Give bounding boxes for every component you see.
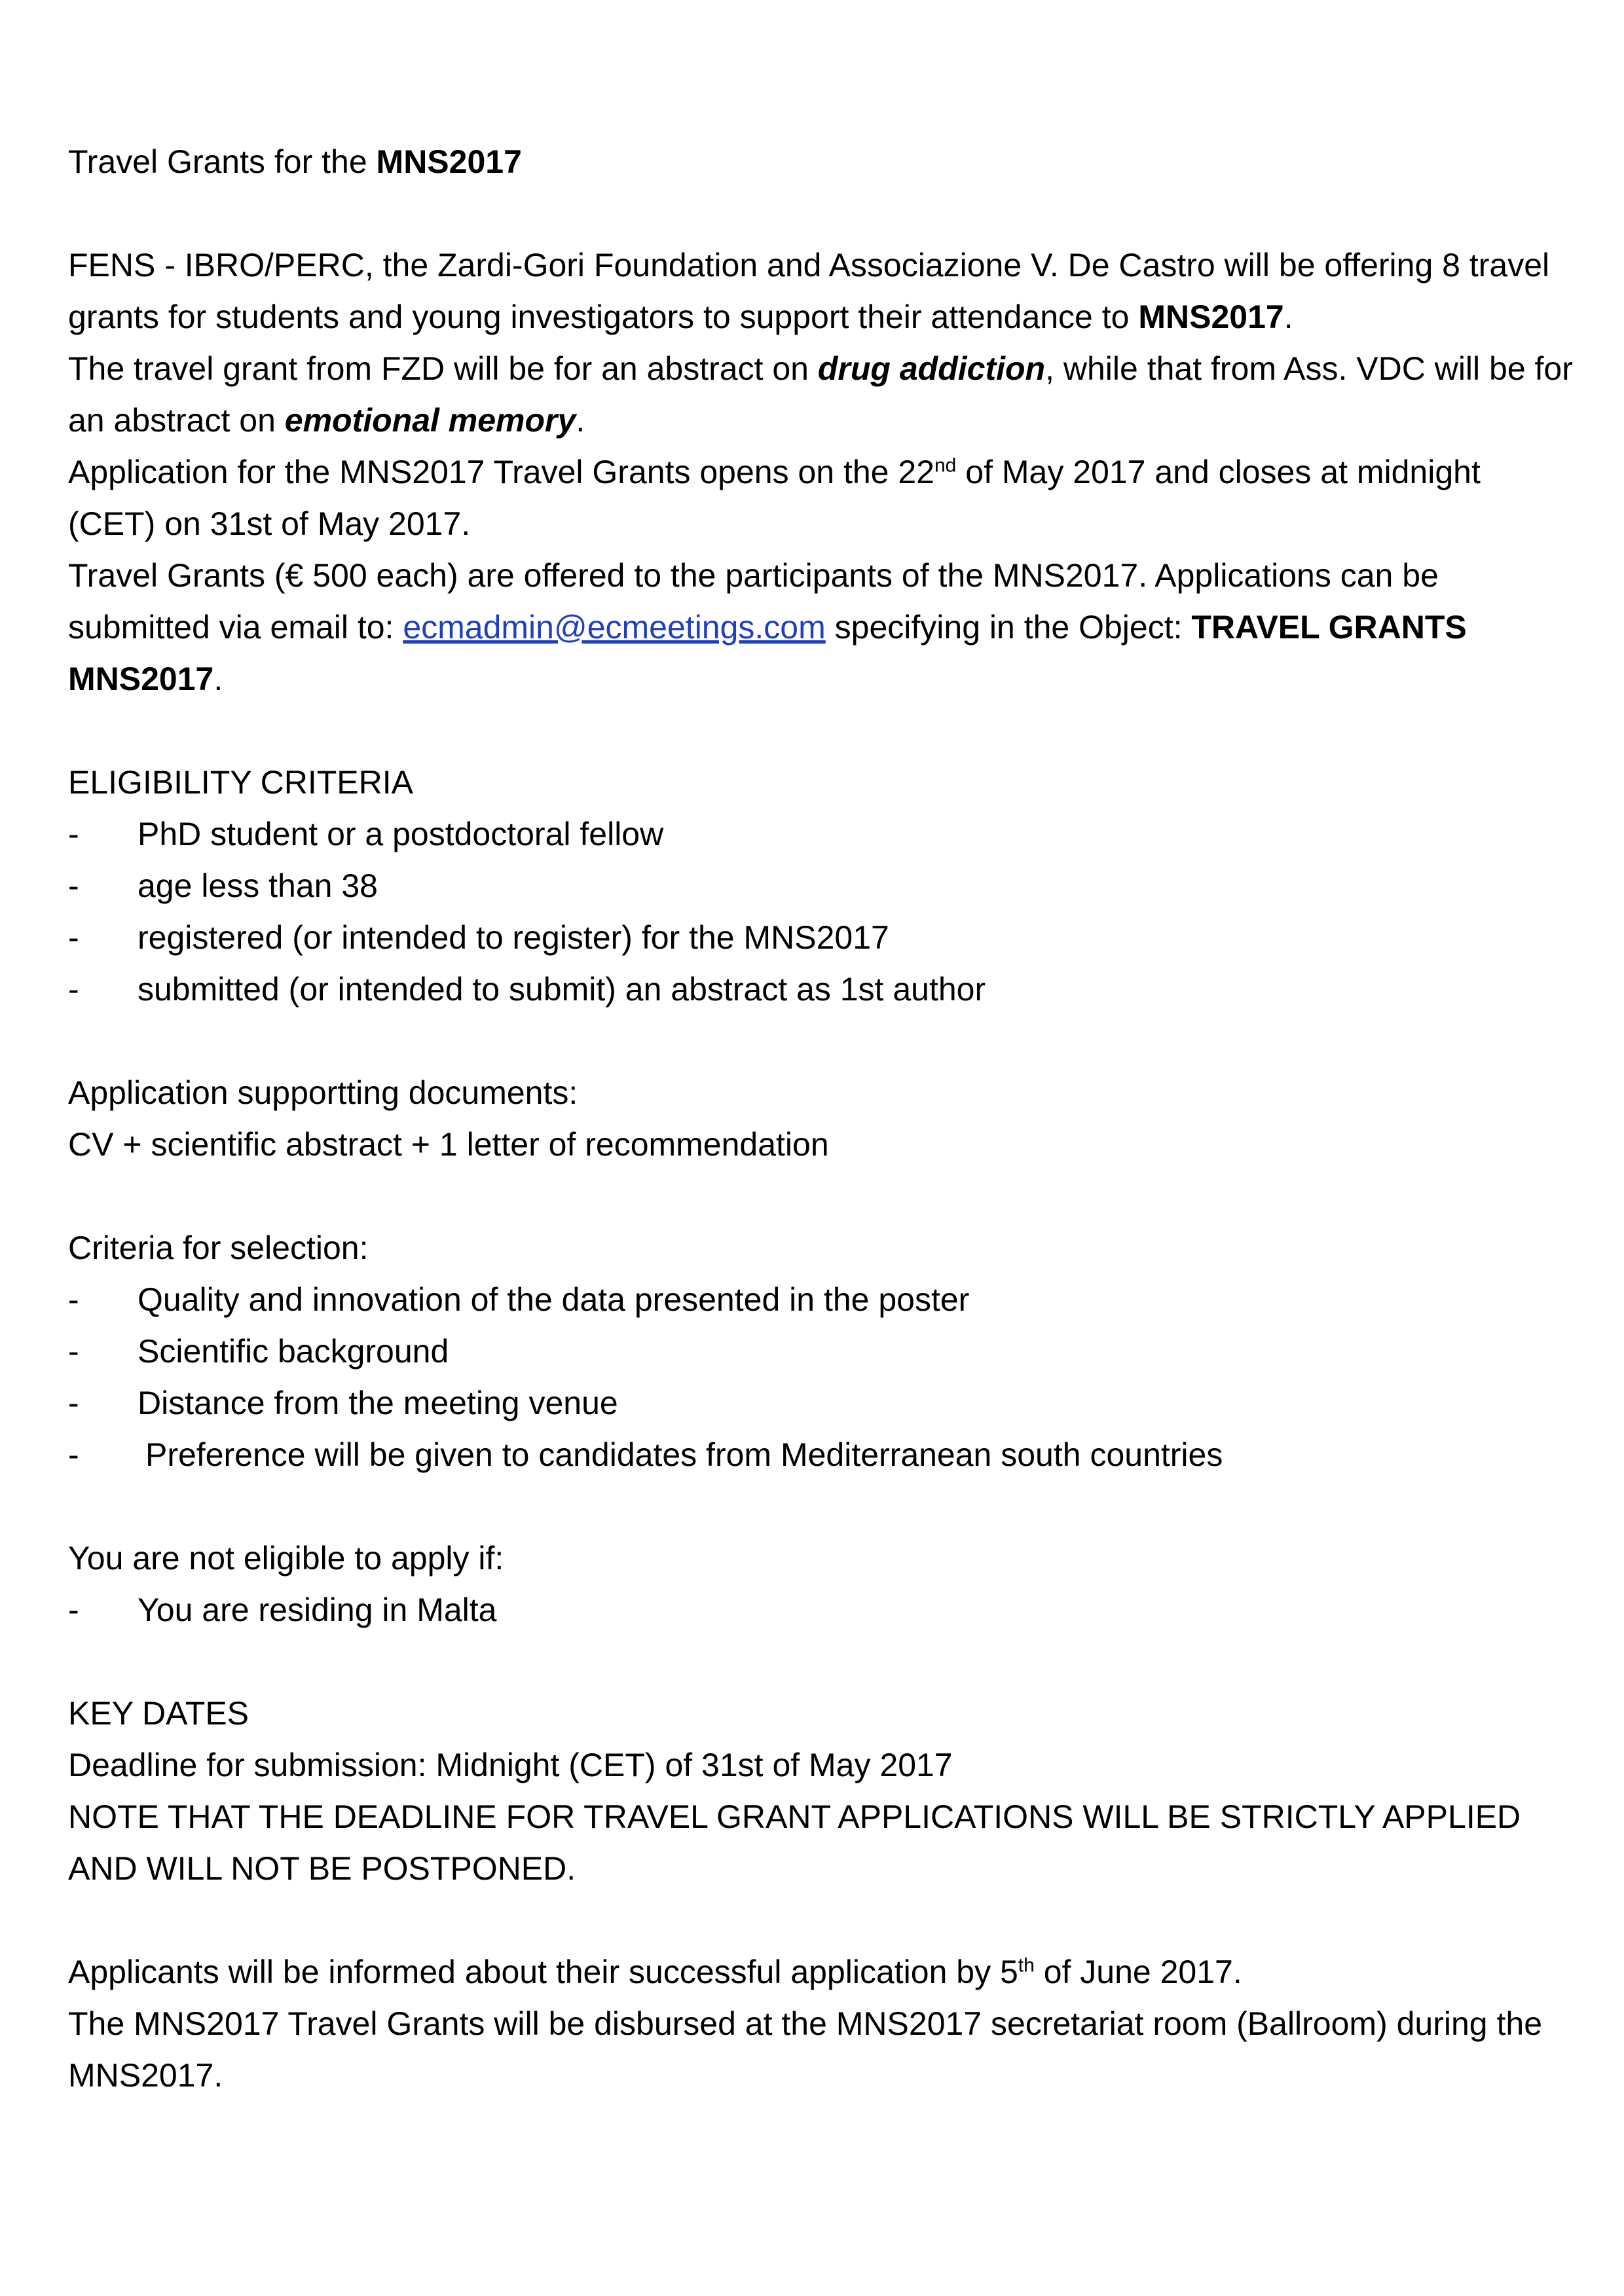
list-item: - Quality and innovation of the data presented in the poster (68, 1274, 1574, 1326)
intro-paragraph-1: FENS - IBRO/PERC, the Zardi-Gori Foundation and Associazione V. De Castro will be offering 8 travel grants for students and young investigators to support their attendance to MNS2017. (68, 247, 1550, 335)
notification-text: Applicants will be informed about their successful application by 5th of June 2017. (68, 1954, 1242, 1990)
documents-text: CV + scientific abstract + 1 letter of recommendation (68, 1126, 829, 1163)
title-event: MNS2017 (376, 143, 522, 180)
deadline-text: Deadline for submission: Midnight (CET) of 31st of May 2017 (68, 1747, 953, 1783)
list-item: - age less than 38 (68, 860, 1574, 912)
document-title: Travel Grants for the MNS2017 (68, 143, 522, 180)
list-item: - Distance from the meeting venue (68, 1377, 1574, 1429)
bullet-dash: - (68, 1592, 79, 1628)
list-item: - submitted (or intended to submit) an abstract as 1st author (68, 964, 1574, 1015)
documents-heading: Application supportting documents: (68, 1074, 578, 1111)
list-item: - registered (or intended to register) for the MNS2017 (68, 912, 1574, 964)
bullet-dash: - (68, 971, 79, 1008)
intro-paragraph-3: Application for the MNS2017 Travel Grants opens on the 22nd of May 2017 and closes at midnight (CET) on 31st of May 2017. (68, 454, 1481, 542)
bullet-dash: - (68, 867, 79, 904)
bullet-dash: - (68, 919, 79, 956)
email-object: TRAVEL GRANTS MNS2017 (68, 609, 1467, 697)
document-page (68, 136, 1574, 2102)
bullet-dash: - (68, 1385, 79, 1421)
list-item: - Preference will be given to candidates from Mediterranean south countries (68, 1429, 1574, 1481)
email-link[interactable]: ecmadmin@ecmeetings.com (403, 609, 826, 646)
disbursement-text: The MNS2017 Travel Grants will be disbursed at the MNS2017 secretariat room (Ballroom) during the MNS2017. (68, 2005, 1543, 2094)
intro-paragraph-4: Travel Grants (€ 500 each) are offered to the participants of the MNS2017. Applications can be submitted via email to: ecmadmin@ecmeetings.com specifying in the Object: TRAVEL GRANTS MNS2017. (68, 557, 1467, 697)
topic-drug-addiction: drug addiction (817, 350, 1046, 387)
list-item: - Scientific background (68, 1326, 1574, 1377)
key-dates-heading: KEY DATES (68, 1695, 249, 1732)
selection-heading: Criteria for selection: (68, 1230, 369, 1266)
eligibility-heading: ELIGIBILITY CRITERIA (68, 764, 414, 801)
bullet-dash: - (68, 816, 79, 852)
bullet-dash: - (68, 1333, 79, 1370)
list-item: - You are residing in Malta (68, 1584, 1574, 1636)
topic-emotional-memory: emotional memory (284, 402, 576, 439)
bullet-dash: - (68, 1281, 79, 1318)
bullet-dash: - (68, 1436, 79, 1473)
list-item: - PhD student or a postdoctoral fellow (68, 809, 1574, 860)
intro-paragraph-2: The travel grant from FZD will be for an abstract on drug addiction, while that from Ass. VDC will be for an abstract on emotional memory. (68, 350, 1573, 439)
deadline-note: NOTE THAT THE DEADLINE FOR TRAVEL GRANT APPLICATIONS WILL BE STRICTLY APPLIED AND WILL NOT BE POSTPONED. (68, 1798, 1521, 1887)
not-eligible-heading: You are not eligible to apply if: (68, 1540, 504, 1576)
